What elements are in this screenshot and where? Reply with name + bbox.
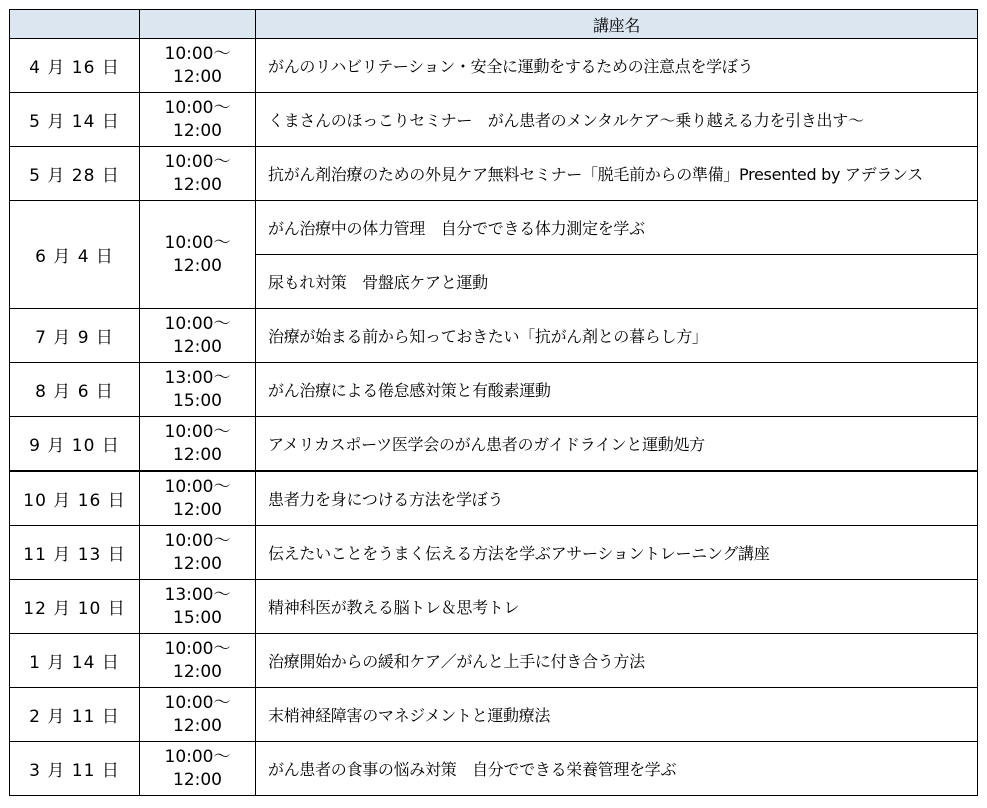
lecture-date: 1 月 14 日	[10, 634, 140, 688]
lecture-time	[140, 309, 256, 363]
lecture-date: 5 月 14 日	[10, 93, 140, 147]
time-start: 13:00～	[164, 367, 231, 388]
lecture-date: 10 月 16 日	[10, 471, 140, 526]
schedule-body	[10, 39, 978, 796]
time-end: 15:00	[173, 607, 222, 628]
time-end: 12:00	[173, 255, 222, 276]
lecture-time	[140, 688, 256, 742]
lecture-name: 尿もれ対策 骨盤底ケアと運動	[256, 255, 978, 309]
lecture-date: 2 月 11 日	[10, 688, 140, 742]
lecture-time	[140, 526, 256, 580]
time-end: 12:00	[173, 661, 222, 682]
lecture-name: 治療開始からの緩和ケア／がんと上手に付き合う方法	[256, 634, 978, 688]
lecture-date: 8 月 6 日	[10, 363, 140, 417]
table-row	[10, 526, 978, 580]
lecture-date: 9 月 10 日	[10, 417, 140, 472]
time-end: 15:00	[173, 390, 222, 411]
lecture-name: 治療が始まる前から知っておきたい「抗がん剤との暮らし方」	[256, 309, 978, 363]
lecture-date: 5 月 28 日	[10, 147, 140, 201]
time-start: 13:00～	[164, 584, 231, 605]
lecture-name: 精神科医が教える脳トレ＆思考トレ	[256, 580, 978, 634]
lecture-time	[140, 471, 256, 526]
lecture-date: 11 月 13 日	[10, 526, 140, 580]
table-row	[10, 309, 978, 363]
time-end: 12:00	[173, 769, 222, 790]
time-start: 10:00～	[164, 638, 231, 659]
time-start: 10:00～	[164, 746, 231, 767]
table-row	[10, 93, 978, 147]
lecture-date: 12 月 10 日	[10, 580, 140, 634]
table-row	[10, 471, 978, 526]
lecture-name: アメリカスポーツ医学会のがん患者のガイドラインと運動処方	[256, 417, 978, 472]
table-row	[10, 580, 978, 634]
lecture-date: 6 月 4 日	[10, 201, 140, 309]
time-start: 10:00～	[164, 530, 231, 551]
lecture-name: くまさんのほっこりセミナー がん患者のメンタルケア～乗り越える力を引き出す～	[256, 93, 978, 147]
table-row	[10, 417, 978, 472]
table-header-row	[10, 10, 978, 39]
time-start: 10:00～	[164, 97, 231, 118]
time-end: 12:00	[173, 499, 222, 520]
time-end: 12:00	[173, 120, 222, 141]
lecture-time	[140, 201, 256, 309]
lecture-name: がんのリハビリテーション・安全に運動をするための注意点を学ぼう	[256, 39, 978, 93]
table-row	[10, 39, 978, 93]
table-row	[10, 688, 978, 742]
lecture-name: がん治療中の体力管理 自分でできる体力測定を学ぶ	[256, 201, 978, 255]
table-row	[10, 201, 978, 255]
lecture-name: がん患者の食事の悩み対策 自分でできる栄養管理を学ぶ	[256, 742, 978, 796]
time-end: 12:00	[173, 174, 222, 195]
time-start: 10:00～	[164, 43, 231, 64]
time-end: 12:00	[173, 553, 222, 574]
lecture-date: 7 月 9 日	[10, 309, 140, 363]
time-start: 10:00～	[164, 151, 231, 172]
time-start: 10:00～	[164, 476, 231, 497]
time-start: 10:00～	[164, 313, 231, 334]
time-end: 12:00	[173, 444, 222, 465]
time-end: 12:00	[173, 715, 222, 736]
time-start: 10:00～	[164, 421, 231, 442]
lecture-time	[140, 580, 256, 634]
lecture-time	[140, 634, 256, 688]
header-time	[140, 10, 256, 39]
lecture-name: 患者力を身につける方法を学ぼう	[256, 471, 978, 526]
header-date	[10, 10, 140, 39]
lecture-time	[140, 363, 256, 417]
table-row	[10, 363, 978, 417]
lecture-time	[140, 39, 256, 93]
time-end: 12:00	[173, 336, 222, 357]
lecture-schedule-table	[9, 9, 978, 796]
lecture-name: 抗がん剤治療のための外見ケア無料セミナー「脱毛前からの準備」Presented by アデランス	[256, 147, 978, 201]
time-start: 10:00～	[164, 692, 231, 713]
time-end: 12:00	[173, 66, 222, 87]
table-row	[10, 742, 978, 796]
lecture-time	[140, 147, 256, 201]
lecture-name: 末梢神経障害のマネジメントと運動療法	[256, 688, 978, 742]
lecture-time	[140, 417, 256, 472]
header-lecture-name: 講座名	[256, 10, 978, 39]
lecture-time	[140, 93, 256, 147]
table-row	[10, 634, 978, 688]
lecture-name: がん治療による倦怠感対策と有酸素運動	[256, 363, 978, 417]
lecture-name: 伝えたいことをうまく伝える方法を学ぶアサーショントレーニング講座	[256, 526, 978, 580]
lecture-date: 4 月 16 日	[10, 39, 140, 93]
lecture-time	[140, 742, 256, 796]
time-start: 10:00～	[164, 232, 231, 253]
lecture-date: 3 月 11 日	[10, 742, 140, 796]
table-row	[10, 147, 978, 201]
